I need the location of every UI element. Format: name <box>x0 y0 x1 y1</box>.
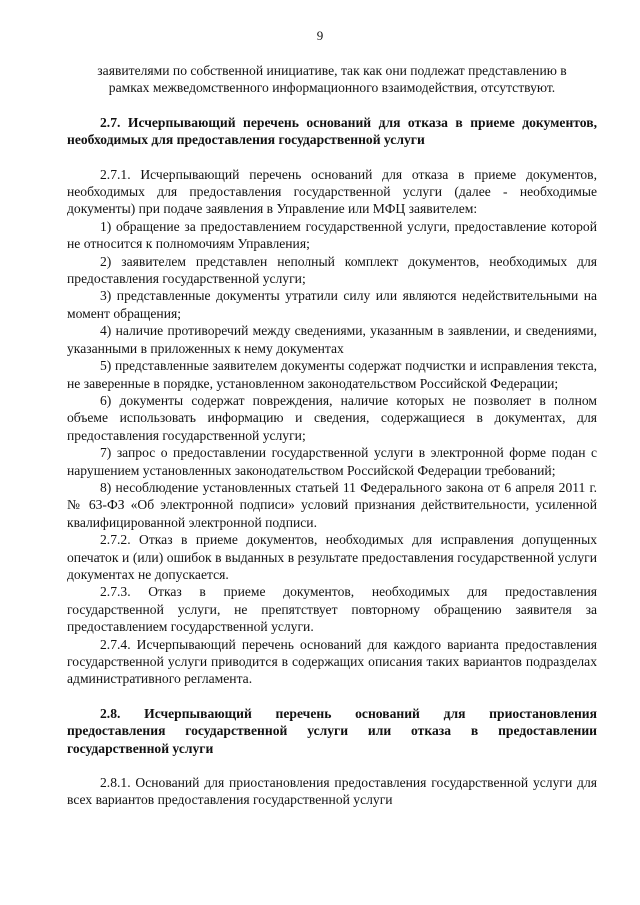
paragraph-2-7-4: 2.7.4. Исчерпывающий перечень оснований для каждого варианта предоставления государственной услуги приводится в содержащих описания таких вариантов подразделах административного регламента. <box>67 636 597 687</box>
paragraph-2-8-1: 2.8.1. Оснований для приостановления предоставления государственной услуги для всех вариантов предоставления государственной услуги <box>67 775 597 808</box>
intro-line-2: рамках межведомственного информационного взаимодействия, отсутствуют. <box>108 80 556 96</box>
paragraph-2-7-1: 2.7.1. Исчерпывающий перечень оснований для отказа в приеме документов, необходимых для предоставления государственной услуги (далее - необходимые документы) при подаче заявления в Управление или МФЦ заявителем: <box>67 166 597 217</box>
list-item-6: 6) документы содержат повреждения, наличие которых не позволяет в полном объеме использовать информацию и сведения, содержащиеся в документах, для предоставления государственной услуги; <box>67 392 597 443</box>
intro-line-1: заявителями по собственной инициативе, так как они подлежат представлению в <box>97 63 567 78</box>
list-item-8: 8) несоблюдение установленных статьей 11 Федерального закона от 6 апреля 2011 г. № 63-ФЗ «Об электронной подписи» условий признания действительности, усиленной квалифицированной электронной подписи. <box>67 479 597 530</box>
section-2-7-heading: 2.7. Исчерпывающий перечень оснований для отказа в приеме документов, необходимых для предоставления государственной услуги <box>67 114 597 148</box>
section-2-8-heading: 2.8. Исчерпывающий перечень оснований для приостановления предоставления государственной услуги или отказа в предоставлении государственной услуги <box>67 705 597 756</box>
list-item-3: 3) представленные документы утратили силу или являются недействительными на момент обращения; <box>67 288 597 321</box>
list-item-5: 5) представленные заявителем документы содержат подчистки и исправления текста, не заверенные в порядке, установленном законодательством Российской Федерации; <box>67 358 597 391</box>
list-item-2: 2) заявителем представлен неполный комплект документов, необходимых для предоставления государственной услуги; <box>67 253 597 287</box>
list-item-1: 1) обращение за предоставлением государственной услуги, предоставление которой не относится к полномочиям Управления; <box>67 218 597 252</box>
list-item-7: 7) запрос о предоставлении государственной услуги в электронной форме подан с нарушением установленных законодательством Российской Федерации требований; <box>67 445 597 478</box>
page-number: 9 <box>316 28 324 43</box>
paragraph-2-7-2: 2.7.2. Отказ в приеме документов, необходимых для исправления допущенных опечаток и (или) ошибок в выданных в результате предоставления государственной услуги документах не допускается. <box>67 532 597 582</box>
paragraph-2-7-3: 2.7.3. Отказ в приеме документов, необходимых для предоставления государственной услуги, не препятствует повторному обращению заявителя за предоставлением государственной услуги. <box>67 584 597 635</box>
document-body <box>67 62 597 809</box>
list-item-4: 4) наличие противоречий между сведениями, указанным в заявлении, и сведениями, указанными в приложенных к нему документах <box>67 323 597 356</box>
